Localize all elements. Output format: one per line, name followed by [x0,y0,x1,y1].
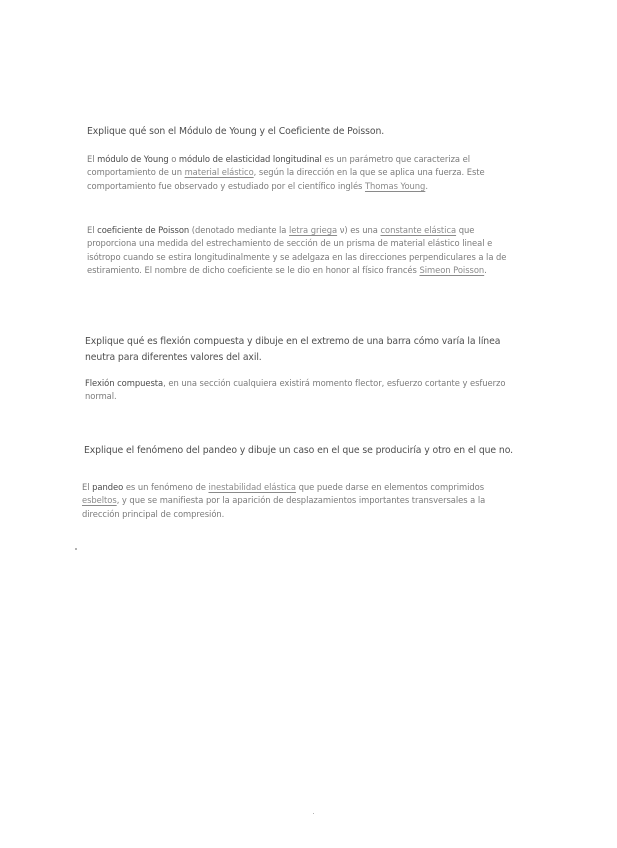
question-2-title: Explique qué es flexión compuesta y dibuje en el extremo de una barra cómo varía la línea neutra para diferentes valores del axil. [85,336,501,363]
text: o [168,154,179,164]
link-inestabilidad-elastica[interactable]: inestabilidad elástica [208,482,296,492]
scan-speck [313,813,314,814]
text: , y que se manifiesta por la aparición de desplazamientos importantes transversales a la dirección principal de compresión. [82,495,486,519]
link-constante-elastica[interactable]: constante elástica [380,225,457,235]
text: El [87,225,98,235]
text: , según la dirección en la que se aplica una fuerza. Este comportamiento fue observado y estudiado por el científico inglés [87,167,485,191]
text: . [425,180,428,191]
scan-speck [75,548,77,550]
term-modulo-elasticidad: módulo de elasticidad longitudinal [178,154,322,164]
text: (denotado mediante la [189,225,289,235]
link-material-elastico[interactable]: material elástico [184,167,254,178]
term-modulo-de-young: módulo de Young [97,154,169,164]
term-flexion-compuesta: Flexión compuesta [85,378,164,388]
term-pandeo: pandeo [92,482,124,492]
text: que puede darse en elementos comprimidos [295,482,485,492]
q1-paragraph-young [87,153,512,193]
link-thomas-young[interactable]: Thomas Young [364,180,426,191]
q2-paragraph-flexion [85,377,510,404]
text: , en una sección cualquiera existirá momento flector, esfuerzo cortante y esfuerzo normal. [85,378,506,402]
q1-paragraph-poisson [87,224,512,278]
link-simeon-poisson[interactable]: Simeon Poisson [419,265,485,276]
text: es un fenómeno de [123,482,209,492]
text: El [82,482,93,492]
text: ) es una [344,225,381,235]
question-3-title: Explique el fenómeno del pandeo y dibuje un caso en el que se produciría y otro en el que no. [84,445,513,456]
nu-symbol: ν [339,225,345,235]
question-1-title: Explique qué son el Módulo de Young y el Coeficiente de Poisson. [87,126,385,137]
text: . [484,265,487,276]
link-esbeltos[interactable]: esbeltos [82,495,117,506]
term-coeficiente-de-poisson: coeficiente de Poisson [97,225,190,235]
text: que proporciona una medida del estrechamiento de sección de un prisma de material elástico lineal e isótropo cuando se estira longitudinalmente y se adelgaza en las direcciones perpendiculares a la de estiramiento. El nombre de dicho coeficiente se le dio en honor al físico francés [87,225,507,276]
q3-paragraph-pandeo [82,481,507,521]
link-letra-griega[interactable]: letra griega [289,225,338,235]
text: es un parámetro que caracteriza el comportamiento de un [87,154,470,178]
text: El [87,154,98,164]
